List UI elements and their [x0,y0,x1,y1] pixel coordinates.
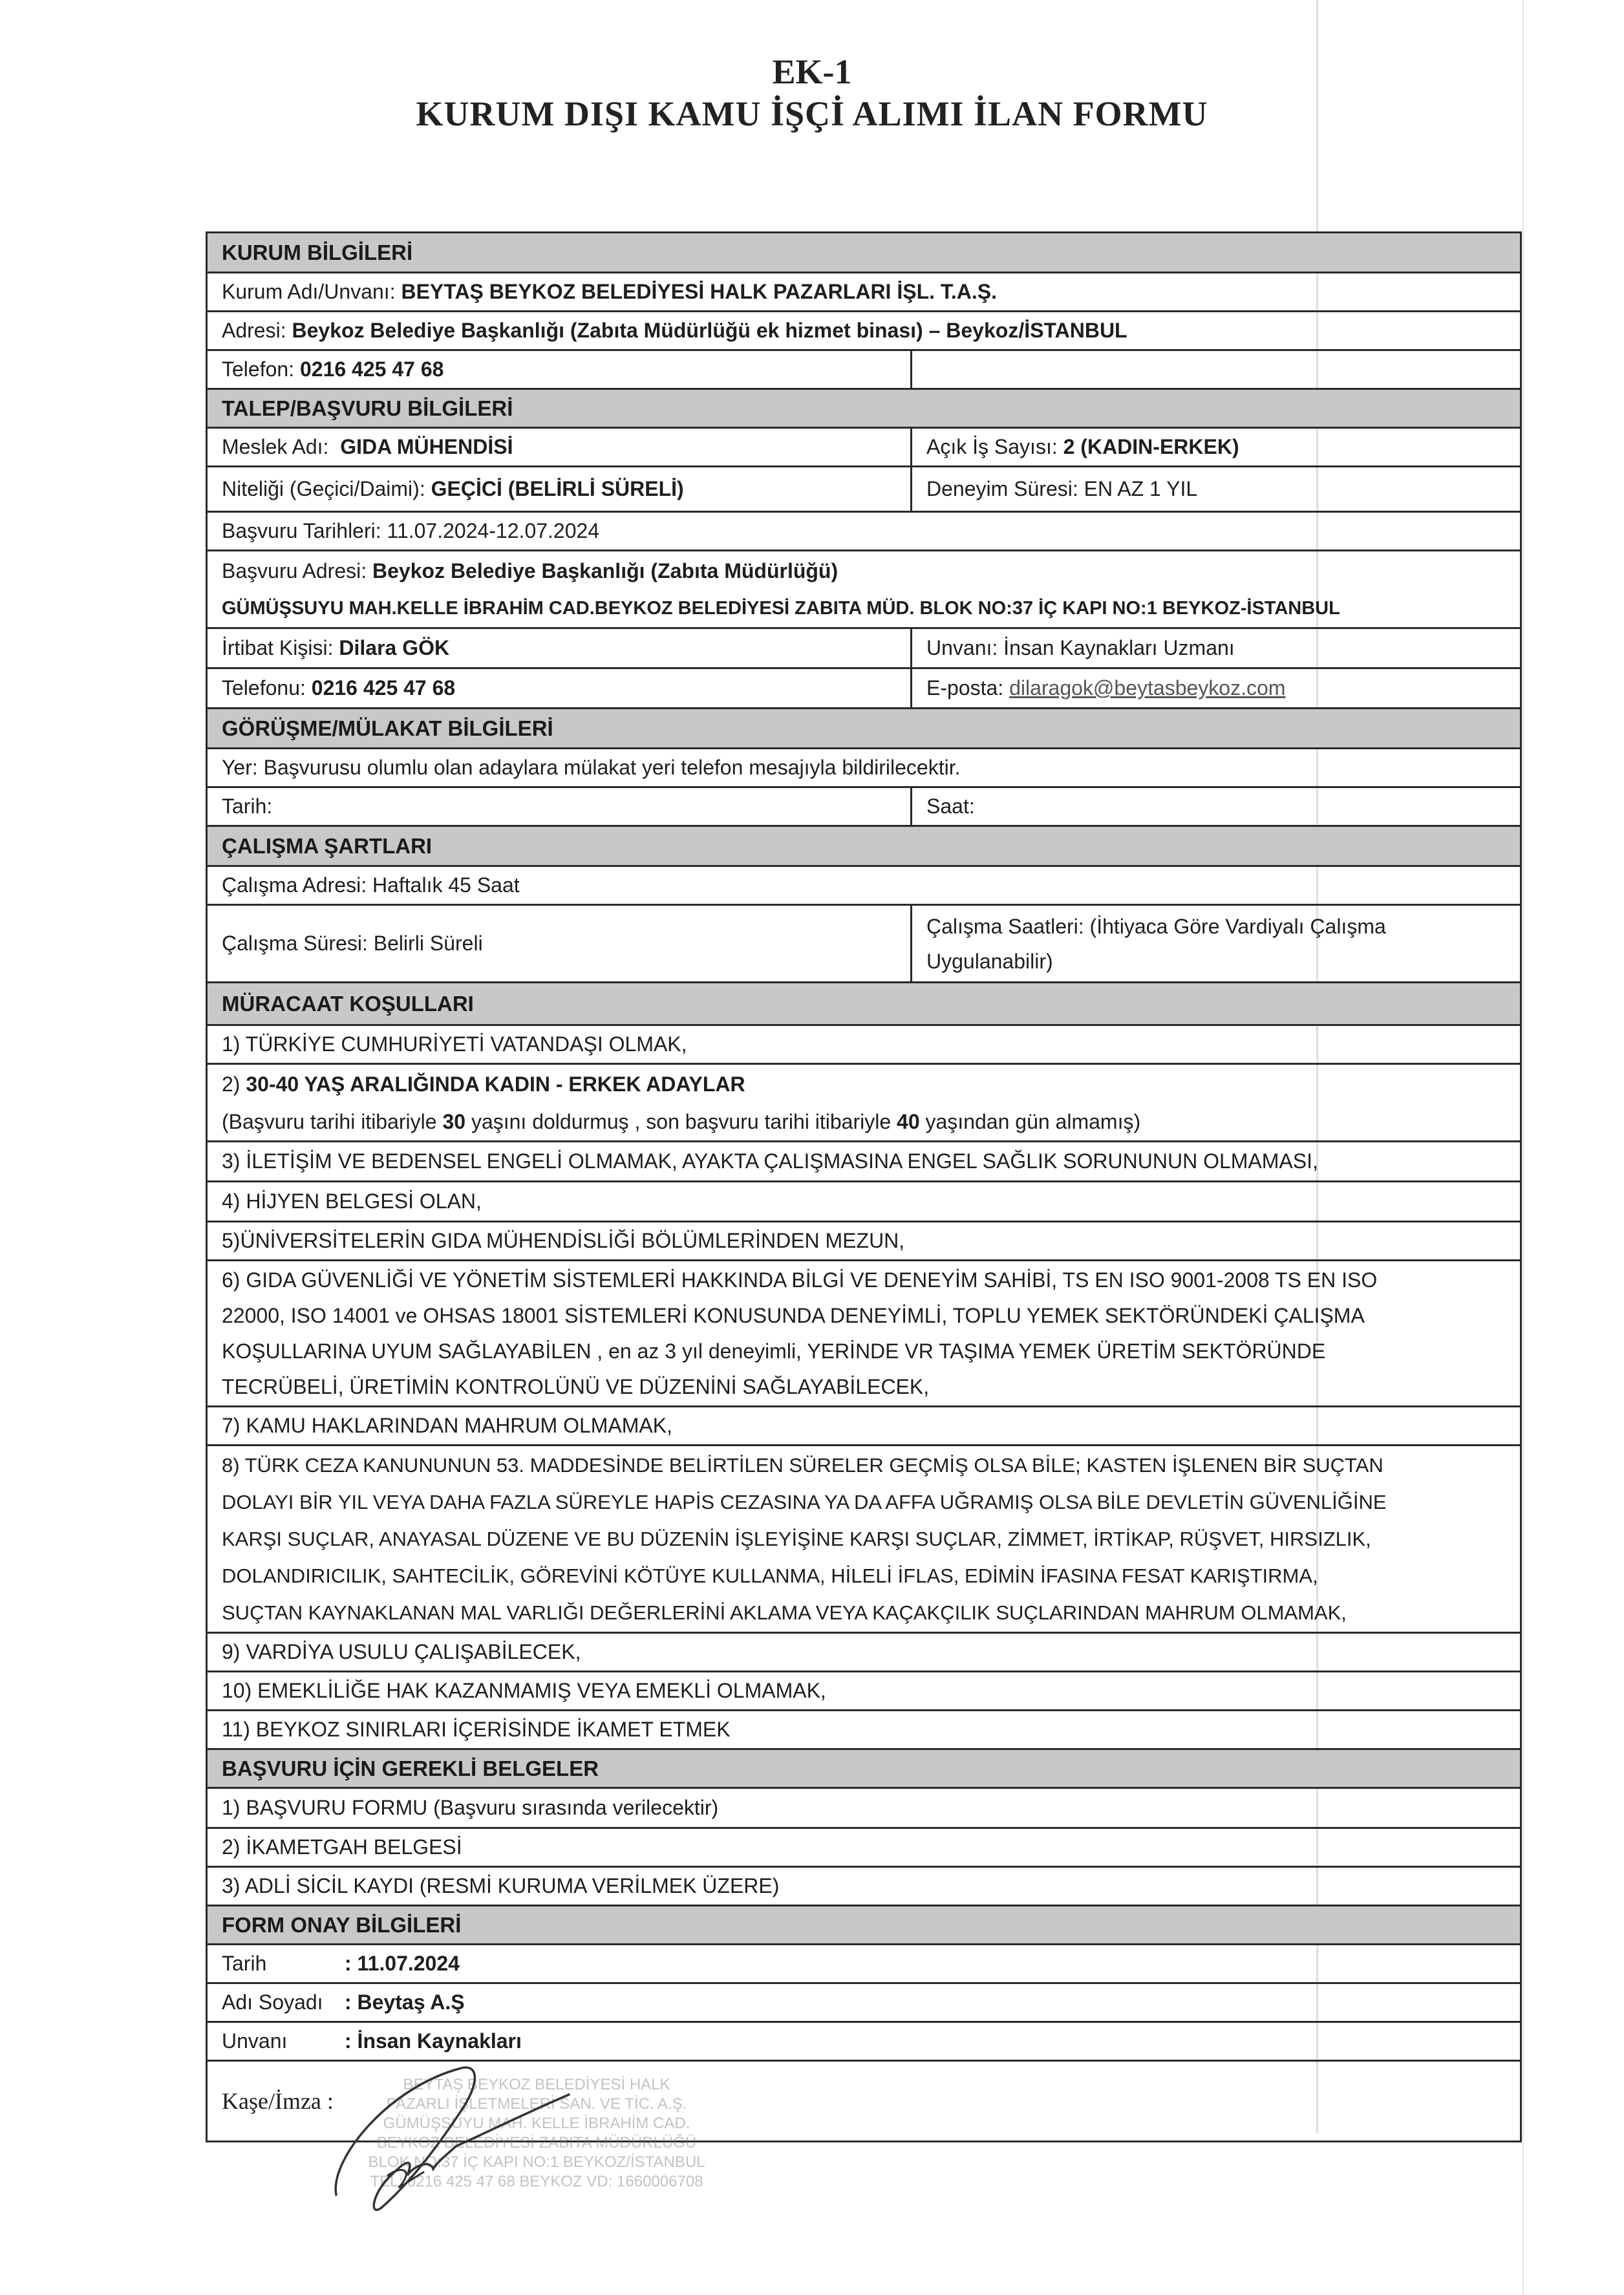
section-title: GÖRÜŞME/MÜLAKAT BİLGİLERİ [222,716,553,740]
deneyim-label: Deneyim Süresi: [926,477,1078,500]
row-telefonu [208,669,1520,709]
condition-item-2 [208,1065,1520,1142]
stamp-line: BLOK NO:37 İÇ KAPI NO:1 BEYKOZ/İSTANBUL [368,2153,705,2171]
basvuru-adresi-label: Başvuru Adresi: [222,559,367,582]
onay-tarih-label: Tarih [222,1952,267,1975]
acik-is-label: Açık İş Sayısı: [926,435,1058,458]
section-muracaat-kosullari [208,983,1520,1026]
basvuru-adresi-line1 [222,552,838,590]
telefon-value: 0216 425 47 68 [299,358,444,381]
section-gerekli-belgeler [208,1750,1520,1789]
document-text: 1) BAŞVURU FORMU (Başvuru sırasında verilecektir) [222,1796,719,1819]
onay-adsoyad-value: : Beytaş A.Ş [345,1991,465,2014]
section-title: FORM ONAY BİLGİLERİ [222,1912,462,1937]
row-yer [208,749,1520,788]
section-title: TALEP/BAŞVURU BİLGİLERİ [222,396,513,420]
note-part: (Başvuru tarihi itibariyle [222,1109,443,1133]
gorusme-saat-label: Saat: [926,795,975,818]
onay-unvan-label: Unvanı [222,2029,288,2053]
section-gorusme-mulakat [208,709,1520,749]
onay-adsoyad-field [208,1984,1520,2021]
condition-text: 1) TÜRKİYE CUMHURİYETİ VATANDAŞI OLMAK, [222,1032,687,1056]
row-onay-unvan [208,2023,1520,2062]
condition-text: 9) VARDİYA USULU ÇALIŞABİLECEK, [222,1640,581,1663]
condition-2-field [208,1065,1520,1140]
nitelik-label: Niteliği (Geçici/Daimi): [222,477,425,500]
nitelik-field [208,467,912,511]
condition-8-line: DOLAYI BİR YIL VEYA DAHA FAZLA SÜREYLE HAPİS CEZASINA YA DA AFFA UĞRAMIŞ OLSA BİLE DEVLETİN GÜVENLİĞİNE [222,1491,1387,1513]
onay-adsoyad-label: Adı Soyadı [222,1991,323,2014]
meslek-value: GIDA MÜHENDİSİ [340,435,513,458]
job-posting-form [206,231,1522,2142]
unvan-label: Unvanı: [926,636,998,659]
adres-label: Adresi: [222,319,286,342]
deneyim-value: EN AZ 1 YIL [1084,477,1198,500]
note-age-max: 40 [897,1109,920,1133]
document-item-1 [208,1789,1520,1829]
condition-6-line: 22000, ISO 14001 ve OHSAS 18001 SİSTEMLERİ KONUSUNDA DENEYİMLİ, TOPLU YEMEK SEKTÖRÜNDEKİ ÇALIŞMA [222,1303,1365,1327]
section-title: BAŞVURU İÇİN GEREKLİ BELGELER [222,1756,599,1780]
row-basvuru-tarihleri [208,513,1520,551]
section-talep-basvuru [208,390,1520,429]
kurum-adi-label: Kurum Adı/Unvanı: [222,280,396,303]
deneyim-field [912,467,1520,511]
document-title: KURUM DIŞI KAMU İŞÇİ ALIMI İLAN FORMU [416,94,1208,133]
adres-value: Beykoz Belediye Başkanlığı (Zabıta Müdürlüğü ek hizmet binası) – Beykoz/İSTANBUL [292,319,1127,342]
calisma-saatleri-line2: Uygulanabilir) [926,949,1053,973]
onay-unvan-value: : İnsan Kaynakları [345,2029,522,2053]
row-calisma-suresi [208,906,1520,983]
condition-text: 7) KAMU HAKLARINDAN MAHRUM OLMAMAK, [222,1414,672,1437]
unvan-field [912,629,1520,667]
scan-page-edge [1522,0,1524,2295]
condition-2-prefix: 2) [222,1072,246,1096]
row-kurum-adi [208,273,1520,312]
condition-item-7 [208,1407,1520,1446]
note-part: yaşından gün almamış) [919,1109,1141,1133]
condition-6-line: 6) GIDA GÜVENLİĞİ VE YÖNETİM SİSTEMLERİ HAKKINDA BİLGİ VE DENEYİM SAHİBİ, TS EN ISO 9001-2008 TS EN ISO [222,1268,1378,1292]
condition-text: 11) BEYKOZ SINIRLARI İÇERİSİNDE İKAMET ETMEK [222,1718,731,1741]
condition-item-5 [208,1222,1520,1261]
condition-item-1 [208,1026,1520,1065]
row-onay-tarih [208,1945,1520,1984]
document-item-3 [208,1868,1520,1906]
condition-8-line: DOLANDIRICILIK, SAHTECİLİK, GÖREVİNİ KÖTÜYE KULLANMA, HİLELİ İFLAS, EDİMİN İFASINA FESAT KARIŞTIRMA, [222,1564,1318,1587]
calisma-saatleri-field [912,906,1520,981]
condition-2-line1 [222,1065,745,1103]
telefon-field [208,351,912,388]
gorusme-tarih-label: Tarih: [208,788,912,825]
section-title: KURUM BİLGİLERİ [222,240,413,264]
annex-label: EK-1 [772,52,852,91]
condition-text: 10) EMEKLİLİĞE HAK KAZANMAMIŞ VEYA EMEKLİ OLMAMAK, [222,1679,826,1702]
telefon-label: Telefon: [222,358,295,381]
stamp-line: PAZARLI İŞLETMELERİ SAN. VE TİC. A.Ş. [386,2095,687,2113]
basvuru-tarihleri-field [208,513,1520,550]
basvuru-adresi-value: Beykoz Belediye Başkanlığı (Zabıta Müdürlüğü) [372,559,839,582]
unvan-value: İnsan Kaynakları Uzmanı [1003,636,1235,659]
calisma-saatleri-line1: Çalışma Saatleri: (İhtiyaca Göre Vardiyalı Çalışma [926,914,1386,938]
section-title: MÜRACAAT KOŞULLARI [222,991,474,1016]
calisma-suresi-text: Çalışma Süresi: Belirli Süreli [208,906,912,981]
condition-6-line: KOŞULLARINA UYUM SAĞLAYABİLEN , en az 3 yıl deneyimli, YERİNDE VR TAŞIMA YEMEK ÜRETİM SEKTÖRÜNDE [222,1339,1326,1363]
row-basvuru-adresi [208,551,1520,629]
condition-2-bold: 30-40 YAŞ ARALIĞINDA KADIN - ERKEK ADAYLAR [246,1072,745,1096]
condition-item-3 [208,1142,1520,1182]
condition-item-11 [208,1711,1520,1750]
adres-field [208,312,1520,349]
row-tarih-saat [208,788,1520,827]
condition-6-line: TECRÜBELİ, ÜRETİMİN KONTROLÜNÜ VE DÜZENİNİ SAĞLAYABİLECEK, [222,1374,930,1398]
condition-6-field [208,1261,1520,1405]
condition-item-4 [208,1182,1520,1222]
stamp-line: GÜMÜŞSUYU MAH. KELLE İBRAHİM CAD. [383,2115,690,2132]
telefonu-field [208,669,912,707]
condition-8-field [208,1446,1520,1632]
section-kurum-bilgileri [208,233,1520,273]
basvuru-adresi-field [208,551,1520,627]
row-onay-adsoyad [208,1984,1520,2023]
condition-8-line: KARŞI SUÇLAR, ANAYASAL DÜZENE VE BU DÜZENİN İŞLEYİŞİNE KARŞI SUÇLAR, ZİMMET, İRTİKAP, RÜŞVET, HIRSIZLIK, [222,1528,1371,1550]
section-calisma-sartlari [208,827,1520,867]
kurum-adi-value: BEYTAŞ BEYKOZ BELEDİYESİ HALK PAZARLARI İŞL. T.A.Ş. [401,280,998,303]
row-adres [208,312,1520,351]
note-part: yaşını doldurmuş , son başvuru tarihi itibariyle [465,1109,897,1133]
condition-2-note [222,1103,1140,1140]
condition-item-8 [208,1446,1520,1634]
condition-text: 3) İLETİŞİM VE BEDENSEL ENGELİ OLMAMAK, AYAKTA ÇALIŞMASINA ENGEL SAĞLIK SORUNUNUN OLMAMASI, [222,1149,1318,1173]
yer-text: Yer: Başvurusu olumlu olan adaylara mülakat yeri telefon mesajıyla bildirilecektir. [222,756,961,779]
telefonu-value: 0216 425 47 68 [311,676,456,699]
irtibat-value: Dilara GÖK [339,636,450,659]
kurum-adi-field [208,273,1520,310]
condition-item-9 [208,1634,1520,1672]
row-nitelik [208,467,1520,513]
acik-is-field [912,429,1520,465]
meslek-field [208,429,912,465]
condition-8-line: 8) TÜRK CEZA KANUNUNUN 53. MADDESİNDE BELİRTİLEN SÜRELER GEÇMİŞ OLSA BİLE; KASTEN İŞLENEN BİR SUÇTAN [222,1454,1384,1477]
stamp-line: TEL: 0216 425 47 68 BEYKOZ VD: 1660006708 [370,2173,703,2190]
kase-imza-colon: : [326,2088,334,2114]
condition-text: 5)ÜNİVERSİTELERİN GIDA MÜHENDİSLİĞİ BÖLÜMLERİNDEN MEZUN, [222,1229,905,1252]
kase-imza-label: Kaşe/İmza [222,2088,321,2114]
condition-item-10 [208,1672,1520,1711]
note-age-min: 30 [442,1109,466,1133]
irtibat-field [208,629,912,667]
condition-8-line: SUÇTAN KAYNAKLANAN MAL VARLIĞI DEĞERLERİNİ AKLAMA VEYA KAÇAKÇILIK SUÇLARINDAN MAHRUM OLMAMAK, [222,1601,1347,1624]
empty-cell [912,351,1520,388]
basvuru-tarihleri-label: Başvuru Tarihleri: [222,519,381,542]
acik-is-value: 2 (KADIN-ERKEK) [1063,435,1239,458]
meslek-label: Meslek Adı: [222,435,329,458]
onay-unvan-field [208,2023,1520,2060]
stamp-line: BEYTAŞ BEYKOZ BELEDİYESİ HALK [403,2076,670,2093]
eposta-label: E-posta: [926,676,1004,699]
row-telefon [208,351,1520,390]
telefonu-label: Telefonu: [222,676,306,699]
basvuru-adresi-line2: GÜMÜŞSUYU MAH.KELLE İBRAHİM CAD.BEYKOZ BELEDİYESİ ZABITA MÜD. BLOK NO:37 İÇ KAPI NO:1 BEYKOZ-İSTANBUL [222,597,1340,619]
calisma-adresi-text: Çalışma Adresi: Haftalık 45 Saat [222,873,520,897]
eposta-field [912,669,1520,707]
row-calisma-adresi [208,867,1520,906]
irtibat-label: İrtibat Kişisi: [222,636,334,659]
document-text: 3) ADLİ SİCİL KAYDI (RESMİ KURUMA VERİLMEK ÜZERE) [222,1874,780,1897]
basvuru-tarihleri-value: 11.07.2024-12.07.2024 [387,519,600,542]
signature-stroke [336,2067,569,2210]
condition-item-6 [208,1261,1520,1407]
row-meslek [208,429,1520,467]
nitelik-value: GEÇİCİ (BELİRLİ SÜRELİ) [431,477,684,500]
section-form-onay [208,1906,1520,1945]
condition-text: 4) HİJYEN BELGESİ OLAN, [222,1190,482,1213]
row-irtibat [208,629,1520,669]
document-text: 2) İKAMETGAH BELGESİ [222,1835,462,1859]
handwritten-signature [310,2062,646,2217]
eposta-link[interactable]: dilaragok@beytasbeykoz.com [1009,676,1286,699]
section-title: ÇALIŞMA ŞARTLARI [222,833,433,858]
onay-tarih-value: : 11.07.2024 [345,1952,460,1975]
document-item-2 [208,1829,1520,1868]
stamp-line: BEYKOZ BELEDİYESİ ZABITA MÜDÜRLÜĞÜ [376,2134,697,2151]
onay-tarih-field [208,1945,1520,1982]
